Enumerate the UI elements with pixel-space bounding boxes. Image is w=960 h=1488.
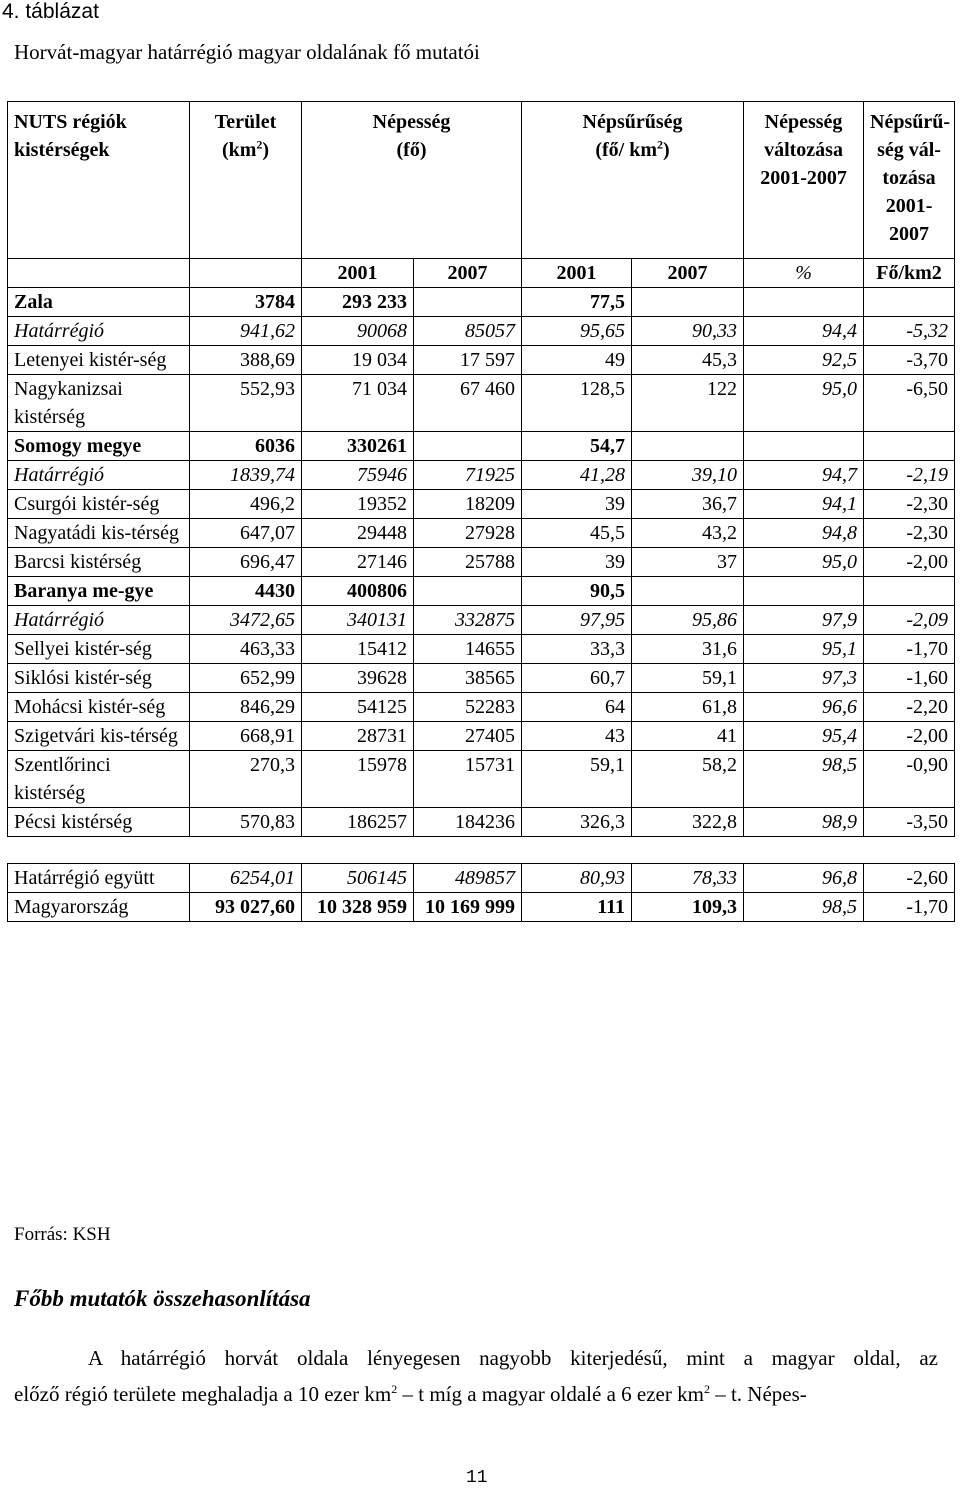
- cell-name: Nagykanizsai kistérség: [8, 375, 190, 432]
- cell-name: Mohácsi kistér-ség: [8, 693, 190, 722]
- cell-p2007: 27928: [414, 519, 522, 548]
- cell-d2001: 49: [522, 346, 632, 375]
- cell-pch: 95,0: [744, 548, 864, 577]
- table-row: [8, 693, 955, 722]
- cell-p2007: 27405: [414, 722, 522, 751]
- cell-p2007: [414, 288, 522, 317]
- table-row: [8, 375, 955, 432]
- cell-d2001: 77,5: [522, 288, 632, 317]
- cell-dch: [864, 577, 955, 606]
- cell-area: 570,83: [190, 808, 302, 837]
- cell-dch: -2,09: [864, 606, 955, 635]
- cell-p2001: 506145: [302, 864, 414, 893]
- cell-d2007: [632, 577, 744, 606]
- unit-percent: %: [744, 259, 864, 288]
- cell-pch: [744, 577, 864, 606]
- cell-area: 941,62: [190, 317, 302, 346]
- totals-body: [8, 864, 955, 922]
- cell-p2007: 15731: [414, 751, 522, 808]
- cell-pch: 96,6: [744, 693, 864, 722]
- table-row: [8, 751, 955, 808]
- cell-d2001: 41,28: [522, 461, 632, 490]
- cell-area: 463,33: [190, 635, 302, 664]
- cell-p2007: 67 460: [414, 375, 522, 432]
- cell-pch: 94,7: [744, 461, 864, 490]
- cell-d2001: 33,3: [522, 635, 632, 664]
- cell-dch: [864, 288, 955, 317]
- cell-p2007: 489857: [414, 864, 522, 893]
- cell-d2007: 45,3: [632, 346, 744, 375]
- cell-name: Határrégió: [8, 461, 190, 490]
- cell-d2001: 39: [522, 490, 632, 519]
- cell-name: Csurgói kistér-ség: [8, 490, 190, 519]
- cell-d2007: 61,8: [632, 693, 744, 722]
- table-row: [8, 432, 955, 461]
- cell-name: Siklósi kistér-ség: [8, 664, 190, 693]
- cell-p2001: 15412: [302, 635, 414, 664]
- cell-d2001: 54,7: [522, 432, 632, 461]
- cell-d2001: 95,65: [522, 317, 632, 346]
- cell-pch: 94,4: [744, 317, 864, 346]
- cell-p2001: 39628: [302, 664, 414, 693]
- cell-area: 696,47: [190, 548, 302, 577]
- cell-p2001: 54125: [302, 693, 414, 722]
- header-nuts: NUTS régiók kistérségek: [8, 102, 190, 259]
- cell-dch: -2,60: [864, 864, 955, 893]
- cell-d2007: [632, 432, 744, 461]
- table-row: [8, 606, 955, 635]
- cell-pch: [744, 432, 864, 461]
- cell-name: Barcsi kistérség: [8, 548, 190, 577]
- gap-row: [8, 837, 955, 864]
- cell-name: Zala: [8, 288, 190, 317]
- header-population: Népesség (fő): [302, 102, 522, 259]
- cell-name: Baranya me-gye: [8, 577, 190, 606]
- cell-pch: 96,8: [744, 864, 864, 893]
- table-row: [8, 808, 955, 837]
- cell-d2001: 64: [522, 693, 632, 722]
- cell-pch: 95,1: [744, 635, 864, 664]
- cell-p2007: 38565: [414, 664, 522, 693]
- cell-name: Szentlőrinci kistérség: [8, 751, 190, 808]
- cell-area: 6254,01: [190, 864, 302, 893]
- cell-d2007: 39,10: [632, 461, 744, 490]
- cell-d2007: 90,33: [632, 317, 744, 346]
- cell-pch: 98,5: [744, 751, 864, 808]
- year-2007-population: 2007: [414, 259, 522, 288]
- table-row: [8, 722, 955, 751]
- indicators-table-wrapper: [7, 101, 954, 922]
- cell-pch: [744, 288, 864, 317]
- cell-d2001: 39: [522, 548, 632, 577]
- cell-d2007: 322,8: [632, 808, 744, 837]
- cell-d2001: 111: [522, 893, 632, 922]
- cell-p2007: 14655: [414, 635, 522, 664]
- header-density-change: Népsűrű-ség vál-tozása 2001-2007: [864, 102, 955, 259]
- cell-d2007: [632, 288, 744, 317]
- header-density: Népsűrűség (fő/ $km^2$): [522, 102, 744, 259]
- cell-area: 496,2: [190, 490, 302, 519]
- cell-dch: -2,19: [864, 461, 955, 490]
- cell-p2001: 293 233: [302, 288, 414, 317]
- table-row: [8, 461, 955, 490]
- table-row: [8, 490, 955, 519]
- cell-name: Somogy megye: [8, 432, 190, 461]
- cell-name: Magyarország: [8, 893, 190, 922]
- year-2007-density: 2007: [632, 259, 744, 288]
- cell-pch: 95,0: [744, 375, 864, 432]
- cell-name: Határrégió: [8, 606, 190, 635]
- cell-p2001: 29448: [302, 519, 414, 548]
- cell-d2007: 59,1: [632, 664, 744, 693]
- cell-d2001: 80,93: [522, 864, 632, 893]
- cell-area: 3784: [190, 288, 302, 317]
- year-2001-population: 2001: [302, 259, 414, 288]
- cell-p2001: 75946: [302, 461, 414, 490]
- cell-p2001: 71 034: [302, 375, 414, 432]
- cell-area: 552,93: [190, 375, 302, 432]
- cell-pch: 97,9: [744, 606, 864, 635]
- cell-area: 3472,65: [190, 606, 302, 635]
- cell-d2007: 31,6: [632, 635, 744, 664]
- table-row: [8, 577, 955, 606]
- cell-dch: -2,30: [864, 519, 955, 548]
- cell-pch: 98,5: [744, 893, 864, 922]
- cell-area: 652,99: [190, 664, 302, 693]
- cell-name: Letenyei kistér-ség: [8, 346, 190, 375]
- section-heading: Főbb mutatók összehasonlítása: [14, 1286, 311, 1311]
- cell-p2007: 17 597: [414, 346, 522, 375]
- page-number: 11: [466, 1468, 488, 1488]
- table-row: [8, 548, 955, 577]
- cell-p2007: 10 169 999: [414, 893, 522, 922]
- cell-p2007: [414, 577, 522, 606]
- source-note: Forrás: KSH: [14, 1224, 111, 1245]
- cell-dch: -1,70: [864, 893, 955, 922]
- cell-dch: -2,20: [864, 693, 955, 722]
- cell-pch: 94,8: [744, 519, 864, 548]
- cell-dch: -3,70: [864, 346, 955, 375]
- cell-pch: 95,4: [744, 722, 864, 751]
- unit-density: Fő/km2: [864, 259, 955, 288]
- table-row: [8, 664, 955, 693]
- table-row: [8, 635, 955, 664]
- table-number: 4. táblázat: [2, 0, 99, 23]
- cell-dch: -5,32: [864, 317, 955, 346]
- cell-dch: [864, 432, 955, 461]
- cell-name: Szigetvári kis-térség: [8, 722, 190, 751]
- cell-d2007: 58,2: [632, 751, 744, 808]
- header-population-change: Népesség változása 2001-2007: [744, 102, 864, 259]
- cell-dch: -0,90: [864, 751, 955, 808]
- cell-area: 4430: [190, 577, 302, 606]
- cell-d2007: 41: [632, 722, 744, 751]
- cell-d2007: 122: [632, 375, 744, 432]
- cell-p2007: 184236: [414, 808, 522, 837]
- cell-pch: 97,3: [744, 664, 864, 693]
- cell-area: 1839,74: [190, 461, 302, 490]
- cell-p2001: 15978: [302, 751, 414, 808]
- cell-dch: -6,50: [864, 375, 955, 432]
- cell-area: 668,91: [190, 722, 302, 751]
- cell-d2001: 90,5: [522, 577, 632, 606]
- years-row: [8, 259, 955, 288]
- cell-dch: -1,70: [864, 635, 955, 664]
- cell-name: Nagyatádi kis-térség: [8, 519, 190, 548]
- cell-d2001: 97,95: [522, 606, 632, 635]
- cell-d2007: 37: [632, 548, 744, 577]
- cell-pch: 98,9: [744, 808, 864, 837]
- table-row: [8, 893, 955, 922]
- cell-p2001: 10 328 959: [302, 893, 414, 922]
- cell-p2001: 330261: [302, 432, 414, 461]
- paragraph-line-1: A határrégió horvát oldala lényegesen nagyobb kiterjedésű, mint a magyar oldal, az: [88, 1346, 938, 1370]
- cell-dch: -2,00: [864, 722, 955, 751]
- cell-p2007: [414, 432, 522, 461]
- table-title: Horvát-magyar határrégió magyar oldalának fő mutatói: [14, 40, 480, 64]
- header-area: Terület $(km^2)$: [190, 102, 302, 259]
- year-2001-density: 2001: [522, 259, 632, 288]
- cell-name: Sellyei kistér-ség: [8, 635, 190, 664]
- cell-d2001: 326,3: [522, 808, 632, 837]
- cell-p2001: 400806: [302, 577, 414, 606]
- table-row: [8, 288, 955, 317]
- cell-p2007: 18209: [414, 490, 522, 519]
- cell-name: Pécsi kistérség: [8, 808, 190, 837]
- cell-p2007: 52283: [414, 693, 522, 722]
- table-body: [8, 288, 955, 837]
- cell-area: 6036: [190, 432, 302, 461]
- table-header-row: [8, 102, 955, 259]
- cell-dch: -1,60: [864, 664, 955, 693]
- cell-name: Határrégió: [8, 317, 190, 346]
- cell-area: 388,69: [190, 346, 302, 375]
- cell-d2007: 36,7: [632, 490, 744, 519]
- cell-p2007: 332875: [414, 606, 522, 635]
- body-paragraph: [14, 1340, 938, 1412]
- cell-p2001: 340131: [302, 606, 414, 635]
- cell-area: 270,3: [190, 751, 302, 808]
- cell-d2007: 109,3: [632, 893, 744, 922]
- cell-dch: -3,50: [864, 808, 955, 837]
- cell-p2001: 28731: [302, 722, 414, 751]
- cell-p2007: 85057: [414, 317, 522, 346]
- cell-p2001: 90068: [302, 317, 414, 346]
- cell-dch: -2,30: [864, 490, 955, 519]
- cell-name: Határrégió együtt: [8, 864, 190, 893]
- paragraph-line-2: előző régió területe meghaladja a 10 ezer $km^2$ – t míg a magyar oldalé a 6 ezer $km^2$ – t. Népes-: [14, 1382, 807, 1406]
- cell-p2007: 71925: [414, 461, 522, 490]
- cell-area: 846,29: [190, 693, 302, 722]
- cell-d2007: 95,86: [632, 606, 744, 635]
- cell-area: 93 027,60: [190, 893, 302, 922]
- cell-pch: 94,1: [744, 490, 864, 519]
- table-row: [8, 519, 955, 548]
- cell-d2001: 60,7: [522, 664, 632, 693]
- cell-p2001: 19352: [302, 490, 414, 519]
- cell-p2001: 19 034: [302, 346, 414, 375]
- cell-pch: 92,5: [744, 346, 864, 375]
- cell-p2001: 186257: [302, 808, 414, 837]
- cell-d2001: 59,1: [522, 751, 632, 808]
- cell-dch: -2,00: [864, 548, 955, 577]
- table-row: [8, 346, 955, 375]
- cell-d2001: 43: [522, 722, 632, 751]
- cell-d2001: 45,5: [522, 519, 632, 548]
- table-row: [8, 317, 955, 346]
- cell-area: 647,07: [190, 519, 302, 548]
- cell-p2007: 25788: [414, 548, 522, 577]
- cell-p2001: 27146: [302, 548, 414, 577]
- table-row: [8, 864, 955, 893]
- cell-d2007: 43,2: [632, 519, 744, 548]
- indicators-table: [7, 101, 955, 922]
- cell-d2001: 128,5: [522, 375, 632, 432]
- cell-d2007: 78,33: [632, 864, 744, 893]
